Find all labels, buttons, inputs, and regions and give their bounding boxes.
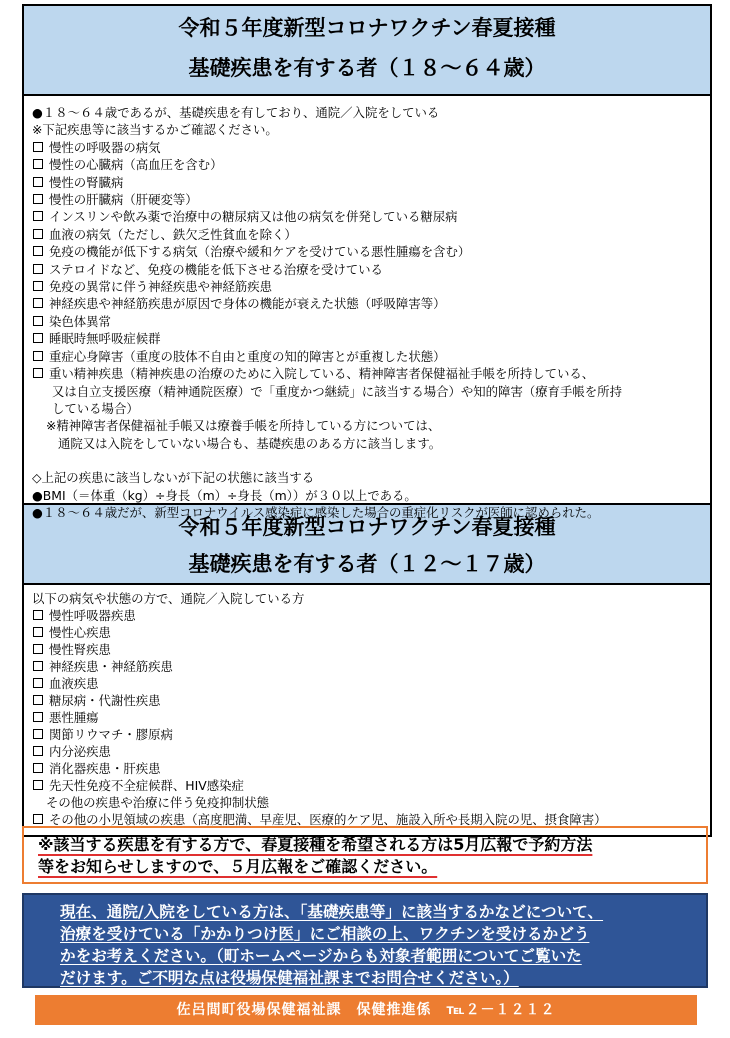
section2-list-item: その他の小児領域の疾患（高度肥満、早産児、医療的ケア児、施設入所や長期入院の児、摂食障害） (32, 811, 700, 828)
section1-list-item: 染色体異常 (32, 313, 700, 330)
checkbox-icon (33, 746, 43, 756)
notice-line: 等をお知らせしますので、５月広報をご確認ください。 (38, 857, 438, 876)
checkbox-icon (33, 814, 43, 824)
checkbox-icon (33, 351, 43, 361)
section1-item-continuation: している場合） (52, 400, 139, 416)
section2-list-item: 神経疾患・神経筋疾患 (32, 658, 700, 675)
checkbox-icon (33, 177, 43, 187)
contact-footer: 佐呂間町役場保健福祉課 保健推進係 ℡２－１２１２ (35, 995, 697, 1025)
section1-list (32, 139, 700, 383)
checkbox-icon (33, 368, 43, 378)
checkbox-icon (33, 763, 43, 773)
section1-confirm-note: ※下記疾患等に該当するかご確認ください。 (32, 122, 278, 138)
section2-title-line2: 基礎疾患を有する者（１２～１７歳） (188, 552, 546, 576)
section1-note: 通院又は入院をしていない場合も、基礎疾患のある方に該当します。 (58, 435, 442, 451)
checkbox-icon (33, 281, 43, 291)
section2-list-item: 内分泌疾患 (32, 743, 700, 760)
section1-list-item: 神経疾患や神経筋疾患が原因で身体の機能が衰えた状態（呼吸障害等） (32, 295, 700, 312)
section1-title-line1: 令和５年度新型コロナワクチン春夏接種 (178, 16, 556, 40)
checkbox-icon (33, 333, 43, 343)
info-box (22, 893, 708, 988)
checkbox-icon (33, 246, 43, 256)
section1-list-item: 慢性の呼吸器の病気 (32, 139, 700, 156)
section1-list-item: 慢性の肝臓病（肝硬変等） (32, 191, 700, 208)
section1-body (24, 96, 710, 520)
section2-body (24, 585, 710, 835)
info-line: だけます。ご不明な点は役場保健福祉課までお問合せください。） (60, 969, 519, 987)
info-line: かをお考えください。（町ホームページからも対象者範囲についてご覧いた (60, 947, 582, 965)
checkbox-icon (33, 678, 43, 688)
checkbox-icon (33, 729, 43, 739)
section2-list-item: 血液疾患 (32, 675, 700, 692)
checkbox-icon (33, 298, 43, 308)
section2-list-item: 糖尿病・代謝性疾患 (32, 692, 700, 709)
checkbox-icon (33, 142, 43, 152)
section1-list-item: 慢性の心臓病（高血圧を含む） (32, 156, 700, 173)
checkbox-icon (33, 712, 43, 722)
section1-header (24, 6, 710, 96)
checkbox-icon (33, 316, 43, 326)
section1-list-item: 免疫の機能が低下する病気（治療や緩和ケアを受けている悪性腫瘍を含む） (32, 243, 700, 260)
checkbox-icon (33, 264, 43, 274)
section2-list-item: 消化器疾患・肝疾患 (32, 760, 700, 777)
info-line: 現在、通院/入院をしている方は、「基礎疾患等」に該当するかなどについて、 (60, 903, 604, 921)
section1-item-continuation: 又は自立支援医療（精神通院医療）で「重度かつ継続」に該当する場合）や知的障害（療育手帳を所持 (52, 383, 622, 399)
checkbox-icon (33, 627, 43, 637)
section1-list-item: 血液の病気（ただし、鉄欠乏性貧血を除く） (32, 226, 700, 243)
checkbox-icon (33, 194, 43, 204)
section1-list-item: 重症心身障害（重度の肢体不自由と重度の知的障害とが重複した状態） (32, 348, 700, 365)
section1-list-item: 睡眠時無呼吸症候群 (32, 330, 700, 347)
checkbox-icon (33, 661, 43, 671)
section2-list-item: 悪性腫瘍 (32, 709, 700, 726)
section2-list-item: 慢性呼吸器疾患 (32, 607, 700, 624)
section1-condition: ◇上記の疾患に該当しないが下記の状態に該当する (32, 470, 315, 486)
eligibility-frame (22, 4, 712, 837)
checkbox-icon (33, 159, 43, 169)
checkbox-icon (33, 211, 43, 221)
checkbox-icon (33, 229, 43, 239)
section1-list-item: インスリンや飲み薬で治療中の糖尿病又は他の病気を併発している糖尿病 (32, 208, 700, 225)
section1-condition-doctor: ●１８～６４歳だが、新型コロナウイルス感染症に感染した場合の重症化リスクが医師に認められた。 (32, 504, 600, 520)
section2-list (32, 607, 700, 794)
section2-list-item: 関節リウマチ・膠原病 (32, 726, 700, 743)
checkbox-icon (33, 780, 43, 790)
section1-note: ※精神障害者保健福祉手帳又は療養手帳を所持している方については、 (46, 418, 441, 434)
section1-title-line2: 基礎疾患を有する者（１８～６４歳） (188, 56, 546, 80)
section2-intro: 以下の病気や状態の方で、通院／入院している方 (32, 591, 305, 606)
section2-item-continuation: その他の疾患や治療に伴う免疫抑制状態 (46, 795, 270, 810)
section2-list-item: 慢性心疾患 (32, 624, 700, 641)
section1-list-item: 慢性の腎臓病 (32, 174, 700, 191)
section2-list-item: 慢性腎疾患 (32, 641, 700, 658)
section1-list-item: 免疫の異常に伴う神経疾患や神経筋疾患 (32, 278, 700, 295)
section1-list-item: ステロイドなど、免疫の機能を低下させる治療を受けている (32, 261, 700, 278)
info-line: 治療を受けている「かかりつけ医」にご相談の上、ワクチンを受けるかどう (60, 925, 590, 943)
section2-title-line1: 令和５年度新型コロナワクチン春夏接種 (178, 515, 556, 539)
section1-list-item: 重い精神疾患（精神疾患の治療のために入院している、精神障害者保健福祉手帳を所持している、 (32, 365, 700, 382)
checkbox-icon (33, 610, 43, 620)
notice-line: ※該当する疾患を有する方で、春夏接種を希望される方は5月広報で予約方法 (38, 835, 593, 854)
section1-condition-bmi: ●BMI（＝体重（kg）÷身長（m）÷身長（m））が３０以上である。 (32, 487, 417, 503)
section1-intro: ●１８～６４歳であるが、基礎疾患を有しており、通院／入院をしている (32, 105, 440, 120)
notice-box (22, 826, 708, 884)
checkbox-icon (33, 644, 43, 654)
checkbox-icon (33, 695, 43, 705)
section2-list-item: 先天性免疫不全症候群、HIV感染症 (32, 777, 700, 794)
